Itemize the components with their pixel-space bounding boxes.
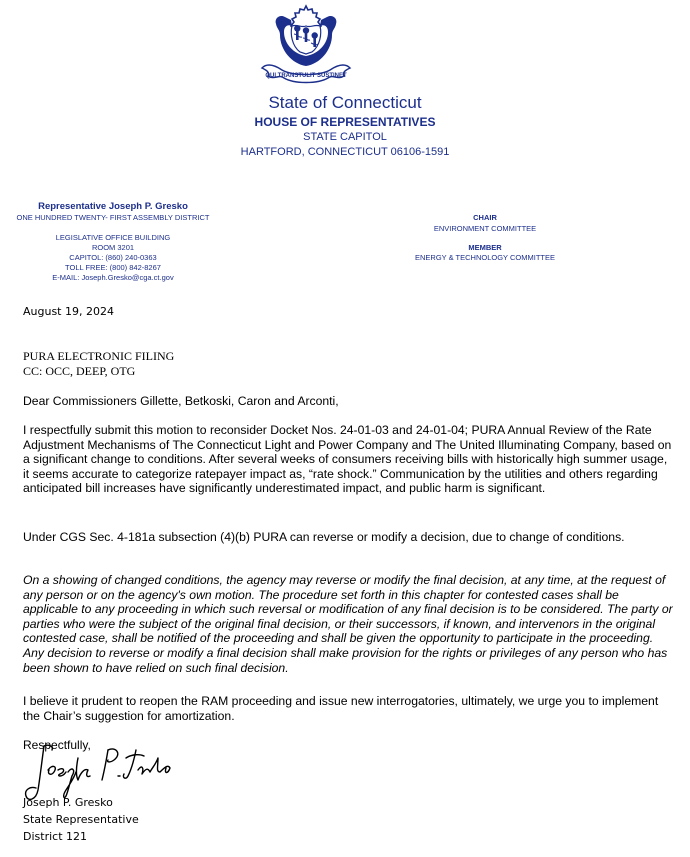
chair-title: CHAIR xyxy=(473,213,497,222)
seal-motto: QUI TRANSTULIT SUSTINET xyxy=(265,73,347,79)
closing: Respectfully, xyxy=(23,738,91,752)
city-line: HARTFORD, CONNECTICUT 06106-1591 xyxy=(240,146,450,158)
letter-date: August 19, 2024 xyxy=(23,305,114,318)
paragraph-statute: Under CGS Sec. 4-181a subsection (4)(b) PURA can reverse or modify a decision, due to change of conditions. xyxy=(23,530,625,544)
member-title: MEMBER xyxy=(468,243,502,252)
assembly-district: ONE HUNDRED TWENTY- FIRST ASSEMBLY DISTRICT xyxy=(16,213,210,222)
toll-free-phone: TOLL FREE: (800) 842-8267 xyxy=(65,263,161,272)
member-committee: ENERGY & TECHNOLOGY COMMITTEE xyxy=(414,253,556,262)
chamber-title: HOUSE OF REPRESENTATIVES xyxy=(254,115,436,129)
state-seal-logo xyxy=(258,4,354,86)
cc-line: CC: OCC, DEEP, OTG xyxy=(23,364,136,378)
paragraph-request: I believe it prudent to reopen the RAM proceeding and issue new interrogatories, ultimately, we urge you to implement the Chair’s suggestion for amortization. xyxy=(23,694,659,723)
office-room: ROOM 3201 xyxy=(91,243,135,252)
office-building: LEGISLATIVE OFFICE BUILDING xyxy=(55,233,171,242)
capitol-phone: CAPITOL: (860) 240-0363 xyxy=(69,253,157,262)
email-address: E-MAIL: Joseph.Gresko@cga.ct.gov xyxy=(52,273,174,282)
salutation: Dear Commissioners Gillette, Betkoski, Caron and Arconti, xyxy=(23,394,339,408)
state-title: State of Connecticut xyxy=(268,93,422,112)
representative-name: Representative Joseph P. Gresko xyxy=(38,201,188,212)
filing-line: PURA ELECTRONIC FILING xyxy=(23,349,175,363)
signer-district: District 121 xyxy=(23,830,88,843)
chair-committee: ENVIRONMENT COMMITTEE xyxy=(433,224,537,233)
statute-quote: On a showing of changed conditions, the agency may reverse or modify the final decision, at any time, at the request of any person or on the agency's own motion. The procedure set forth in this chapter for contested cases shall be applicable to any proceeding in which such reversal or modification of any final decision is to be considered. The party or parties who were the subject of the original final decision, or their successors, if known, and intervenors in the original contested case, shall be notified of the proceeding and shall be given the opportunity to participate in the proceeding. Any decision to reverse or modify a final decision shall make provision for the rights or privileges of any person who has been shown to have relied on such final decision. xyxy=(23,573,673,675)
capitol-line: STATE CAPITOL xyxy=(303,131,387,143)
signer-title: State Representative xyxy=(23,813,139,826)
paragraph-motion: I respectfully submit this motion to reconsider Docket Nos. 24-01-03 and 24-01-04; PURA Annual Review of the Rate Adjustment Mechanisms of The Connecticut Light and Power Company and The United Illuminating Company, based on a significant change to conditions. After several weeks of consumers receiving bills with historically high summer usage, it seems accurate to categorize ratepayer impact as, “rate shock.” Communication by the utilities and others regarding anticipated bill increases have significantly underestimated impact, and public harm is significant. xyxy=(23,423,672,496)
signer-name: Joseph P. Gresko xyxy=(23,796,113,809)
